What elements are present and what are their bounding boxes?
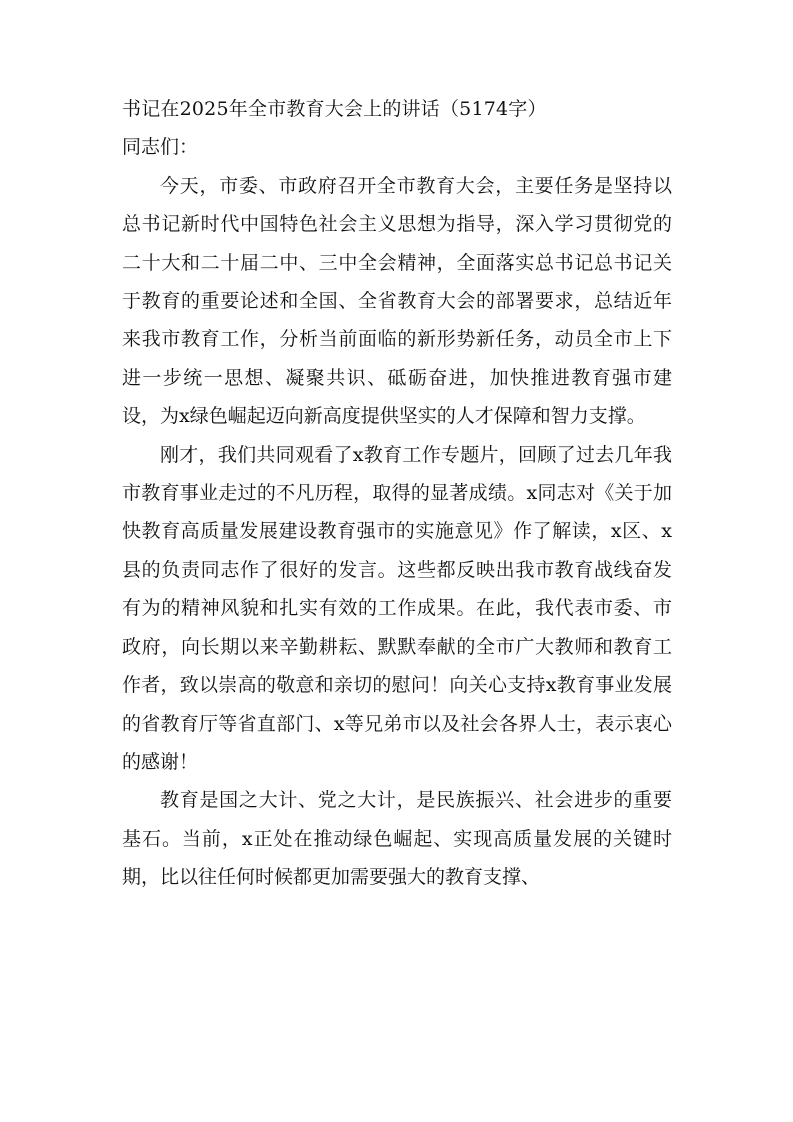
speech-title: 书记在2025年全市教育大会上的讲话（5174字） (122, 98, 547, 120)
paragraph-importance: 教育是国之大计、党之大计，是民族振兴、社会进步的重要基石。当前，x正处在推动绿色崛起、实现高质量发展的关键时期，比以往任何时候都更加需要强大的教育支撑、 (122, 789, 672, 889)
paragraph-review: 刚才，我们共同观看了x教育工作专题片，回顾了过去几年我市教育事业走过的不凡历程，取得的显著成绩。x同志对《关于加快教育高质量发展建设教育强市的实施意见》作了解读，x区、x县的负责同志作了很好的发言。这些都反映出我市教育战线奋发有为的精神风貌和扎实有效的工作成果。在此，我代表市委、市政府，向长期以来辛勤耕耘、默默奉献的全市广大教师和教育工作者，致以崇高的敬意和亲切的慰问！向关心支持x教育事业发展的省教育厅等省直部门、x等兄弟市以及社会各界人士，表示衷心的感谢！ (122, 443, 672, 773)
salutation: 同志们： (122, 136, 199, 159)
document-body (122, 90, 672, 897)
paragraph-opening: 今天，市委、市政府召开全市教育大会，主要任务是坚持以总书记新时代中国特色社会主义思想为指导，深入学习贯彻党的二十大和二十届二中、三中全会精神，全面落实总书记总书记关于教育的重要论述和全国、全省教育大会的部署要求，总结近年来我市教育工作，分析当前面临的新形势新任务，动员全市上下进一步统一思想、凝聚共识、砥砺奋进，加快推进教育强市建设，为x绿色崛起迈向新高度提供坚实的人才保障和智力支撑。 (122, 174, 672, 428)
